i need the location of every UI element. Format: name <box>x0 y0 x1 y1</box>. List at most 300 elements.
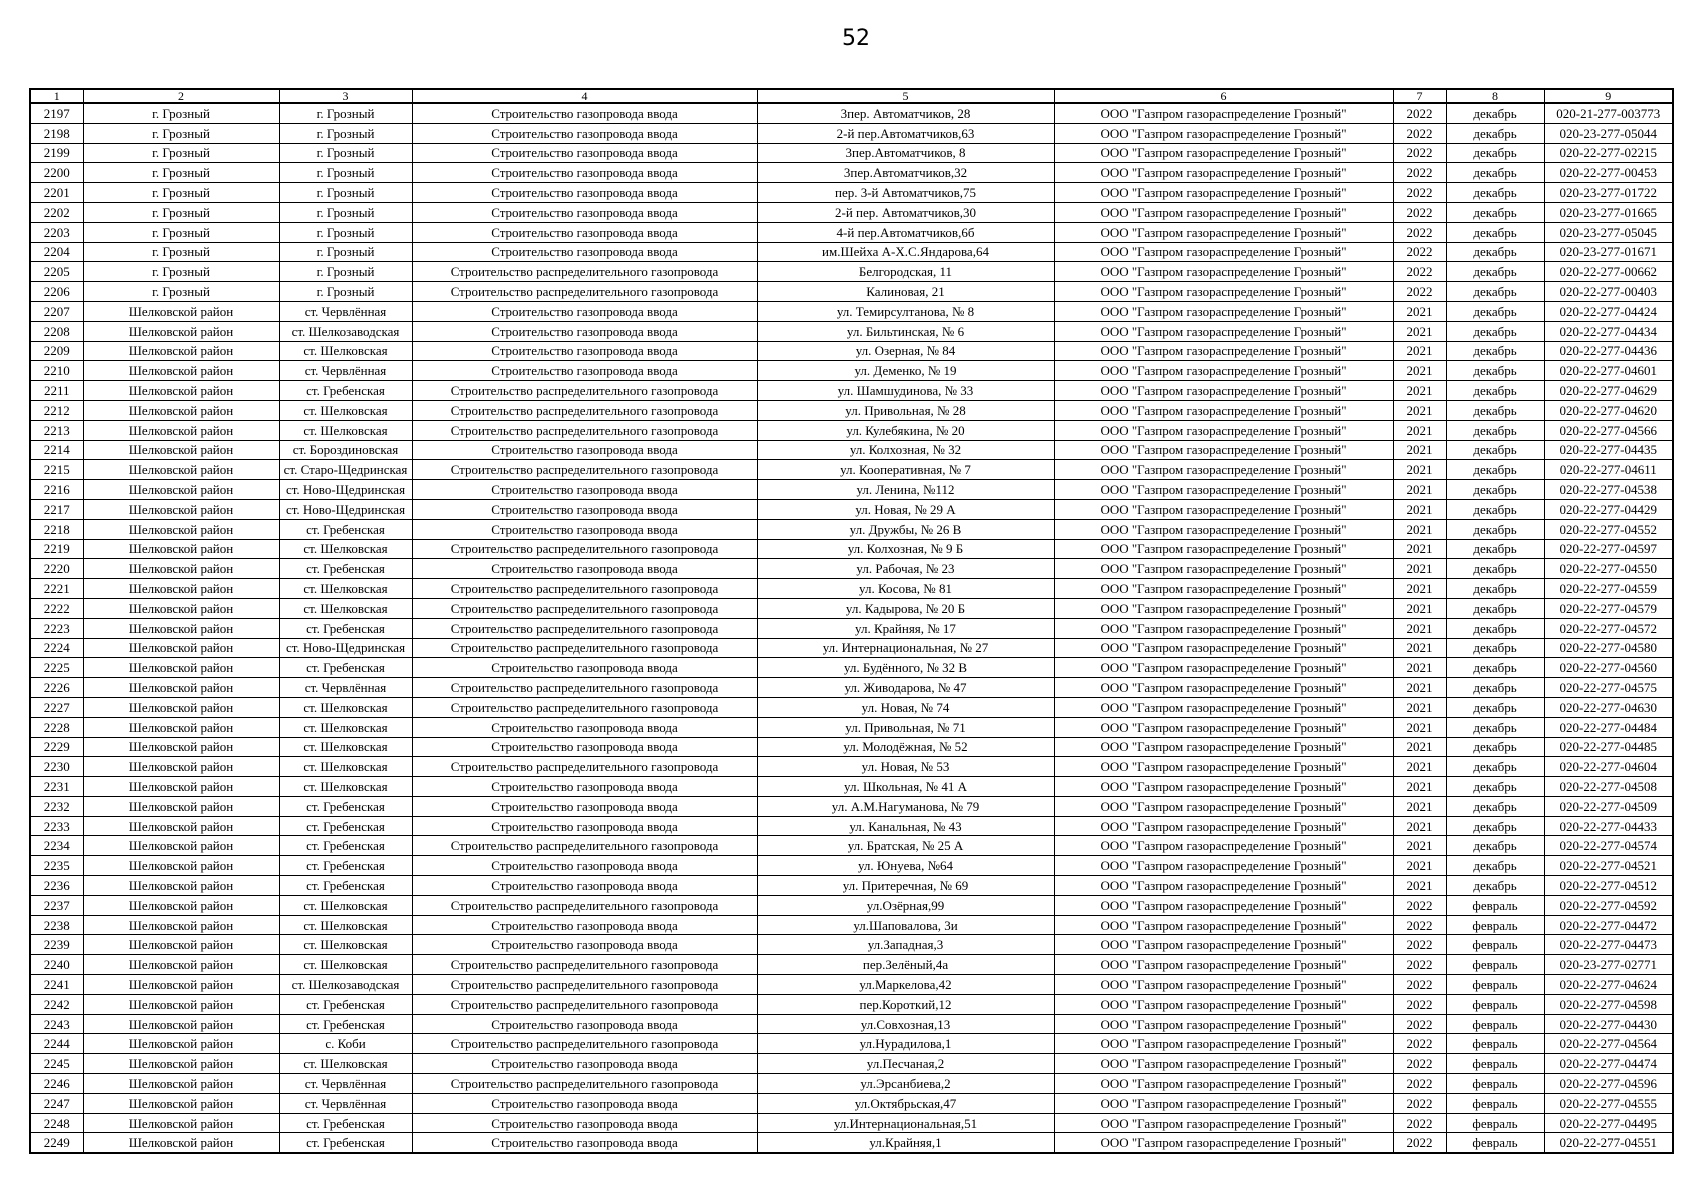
month-cell: февраль <box>1446 895 1544 915</box>
address-cell: ул.Шаповалова, 3и <box>757 915 1054 935</box>
table-row <box>30 697 1673 717</box>
code-cell: 020-22-277-04574 <box>1544 836 1673 856</box>
work-type-cell: Строительство газопровода ввода <box>412 202 757 222</box>
organization-cell: ООО "Газпром газораспределение Грозный" <box>1054 123 1393 143</box>
settlement-cell: ст. Шелковская <box>279 400 412 420</box>
row-number-cell: 2209 <box>30 341 83 361</box>
table-row <box>30 777 1673 797</box>
code-cell: 020-23-277-05045 <box>1544 222 1673 242</box>
year-cell: 2021 <box>1393 737 1446 757</box>
row-number-cell: 2205 <box>30 262 83 282</box>
settlement-cell: ст. Гребенская <box>279 1014 412 1034</box>
organization-cell: ООО "Газпром газораспределение Грозный" <box>1054 242 1393 262</box>
table-row <box>30 262 1673 282</box>
district-cell: Шелковской район <box>83 1133 279 1153</box>
row-number-cell: 2247 <box>30 1093 83 1113</box>
organization-cell: ООО "Газпром газораспределение Грозный" <box>1054 1093 1393 1113</box>
table-row <box>30 678 1673 698</box>
address-cell: ул. Косова, № 81 <box>757 579 1054 599</box>
work-type-cell: Строительство газопровода ввода <box>412 440 757 460</box>
month-cell: февраль <box>1446 1034 1544 1054</box>
settlement-cell: ст. Гребенская <box>279 519 412 539</box>
row-number-cell: 2202 <box>30 202 83 222</box>
organization-cell: ООО "Газпром газораспределение Грозный" <box>1054 658 1393 678</box>
work-type-cell: Строительство распределительного газопровода <box>412 638 757 658</box>
address-cell: ул. Привольная, № 28 <box>757 400 1054 420</box>
row-number-cell: 2236 <box>30 876 83 896</box>
row-number-cell: 2238 <box>30 915 83 935</box>
address-cell: ул.Озёрная,99 <box>757 895 1054 915</box>
table-row <box>30 282 1673 302</box>
address-cell: пер.Зелёный,4а <box>757 955 1054 975</box>
district-cell: г. Грозный <box>83 242 279 262</box>
organization-cell: ООО "Газпром газораспределение Грозный" <box>1054 539 1393 559</box>
month-cell: декабрь <box>1446 222 1544 242</box>
settlement-cell: ст. Гребенская <box>279 1133 412 1153</box>
code-cell: 020-22-277-04512 <box>1544 876 1673 896</box>
table-row <box>30 559 1673 579</box>
address-cell: ул. Канальная, № 43 <box>757 816 1054 836</box>
code-cell: 020-22-277-04473 <box>1544 935 1673 955</box>
district-cell: г. Грозный <box>83 262 279 282</box>
column-header: 6 <box>1054 89 1393 103</box>
code-cell: 020-22-277-04572 <box>1544 618 1673 638</box>
month-cell: февраль <box>1446 1093 1544 1113</box>
month-cell: декабрь <box>1446 697 1544 717</box>
settlement-cell: ст. Гребенская <box>279 1113 412 1133</box>
year-cell: 2021 <box>1393 361 1446 381</box>
code-cell: 020-22-277-04485 <box>1544 737 1673 757</box>
table-row <box>30 1014 1673 1034</box>
code-cell: 020-22-277-04495 <box>1544 1113 1673 1133</box>
organization-cell: ООО "Газпром газораспределение Грозный" <box>1054 341 1393 361</box>
code-cell: 020-22-277-04598 <box>1544 994 1673 1014</box>
work-type-cell: Строительство газопровода ввода <box>412 123 757 143</box>
code-cell: 020-23-277-02771 <box>1544 955 1673 975</box>
district-cell: Шелковской район <box>83 856 279 876</box>
settlement-cell: г. Грозный <box>279 103 412 123</box>
organization-cell: ООО "Газпром газораспределение Грозный" <box>1054 579 1393 599</box>
settlement-cell: ст. Гребенская <box>279 559 412 579</box>
work-type-cell: Строительство газопровода ввода <box>412 242 757 262</box>
district-cell: Шелковской район <box>83 539 279 559</box>
address-cell: ул. Притеречная, № 69 <box>757 876 1054 896</box>
district-cell: Шелковской район <box>83 420 279 440</box>
work-type-cell: Строительство распределительного газопровода <box>412 400 757 420</box>
table-row <box>30 321 1673 341</box>
district-cell: Шелковской район <box>83 876 279 896</box>
district-cell: Шелковской район <box>83 519 279 539</box>
month-cell: декабрь <box>1446 183 1544 203</box>
code-cell: 020-22-277-04564 <box>1544 1034 1673 1054</box>
code-cell: 020-22-277-04538 <box>1544 480 1673 500</box>
row-number-cell: 2197 <box>30 103 83 123</box>
organization-cell: ООО "Газпром газораспределение Грозный" <box>1054 499 1393 519</box>
year-cell: 2021 <box>1393 400 1446 420</box>
work-type-cell: Строительство распределительного газопровода <box>412 381 757 401</box>
settlement-cell: ст. Гребенская <box>279 876 412 896</box>
row-number-cell: 2233 <box>30 816 83 836</box>
work-type-cell: Строительство газопровода ввода <box>412 1113 757 1133</box>
year-cell: 2021 <box>1393 796 1446 816</box>
address-cell: ул. Братская, № 25 А <box>757 836 1054 856</box>
district-cell: Шелковской район <box>83 678 279 698</box>
address-cell: ул. Интернациональная, № 27 <box>757 638 1054 658</box>
code-cell: 020-22-277-04550 <box>1544 559 1673 579</box>
organization-cell: ООО "Газпром газораспределение Грозный" <box>1054 1014 1393 1034</box>
organization-cell: ООО "Газпром газораспределение Грозный" <box>1054 440 1393 460</box>
district-cell: г. Грозный <box>83 103 279 123</box>
district-cell: Шелковской район <box>83 975 279 995</box>
code-cell: 020-22-277-04429 <box>1544 499 1673 519</box>
settlement-cell: ст. Червлённая <box>279 361 412 381</box>
address-cell: ул. Деменко, № 19 <box>757 361 1054 381</box>
row-number-cell: 2224 <box>30 638 83 658</box>
organization-cell: ООО "Газпром газораспределение Грозный" <box>1054 816 1393 836</box>
code-cell: 020-22-277-04629 <box>1544 381 1673 401</box>
organization-cell: ООО "Газпром газораспределение Грозный" <box>1054 876 1393 896</box>
address-cell: ул. Колхозная, № 32 <box>757 440 1054 460</box>
year-cell: 2022 <box>1393 1074 1446 1094</box>
work-type-cell: Строительство газопровода ввода <box>412 777 757 797</box>
month-cell: декабрь <box>1446 321 1544 341</box>
table-row <box>30 638 1673 658</box>
work-type-cell: Строительство газопровода ввода <box>412 341 757 361</box>
district-cell: Шелковской район <box>83 915 279 935</box>
address-cell: пер. 3-й Автоматчиков,75 <box>757 183 1054 203</box>
work-type-cell: Строительство распределительного газопровода <box>412 1074 757 1094</box>
code-cell: 020-22-277-04604 <box>1544 757 1673 777</box>
work-type-cell: Строительство распределительного газопровода <box>412 282 757 302</box>
table-row <box>30 381 1673 401</box>
organization-cell: ООО "Газпром газораспределение Грозный" <box>1054 697 1393 717</box>
district-cell: Шелковской район <box>83 440 279 460</box>
table-row <box>30 539 1673 559</box>
table-row <box>30 1054 1673 1074</box>
month-cell: февраль <box>1446 955 1544 975</box>
year-cell: 2022 <box>1393 183 1446 203</box>
work-type-cell: Строительство распределительного газопровода <box>412 598 757 618</box>
table-row <box>30 1034 1673 1054</box>
work-type-cell: Строительство газопровода ввода <box>412 163 757 183</box>
work-type-cell: Строительство газопровода ввода <box>412 103 757 123</box>
address-cell: ул. Шамшудинова, № 33 <box>757 381 1054 401</box>
month-cell: декабрь <box>1446 737 1544 757</box>
organization-cell: ООО "Газпром газораспределение Грозный" <box>1054 737 1393 757</box>
work-type-cell: Строительство распределительного газопровода <box>412 1034 757 1054</box>
organization-cell: ООО "Газпром газораспределение Грозный" <box>1054 222 1393 242</box>
settlement-cell: ст. Шелковская <box>279 955 412 975</box>
address-cell: 3пер.Автоматчиков,32 <box>757 163 1054 183</box>
district-cell: Шелковской район <box>83 697 279 717</box>
work-type-cell: Строительство распределительного газопровода <box>412 975 757 995</box>
work-type-cell: Строительство газопровода ввода <box>412 519 757 539</box>
year-cell: 2021 <box>1393 519 1446 539</box>
code-cell: 020-23-277-05044 <box>1544 123 1673 143</box>
month-cell: декабрь <box>1446 638 1544 658</box>
code-cell: 020-22-277-04436 <box>1544 341 1673 361</box>
year-cell: 2022 <box>1393 1133 1446 1153</box>
column-header: 5 <box>757 89 1054 103</box>
year-cell: 2022 <box>1393 262 1446 282</box>
code-cell: 020-22-277-04601 <box>1544 361 1673 381</box>
work-type-cell: Строительство газопровода ввода <box>412 935 757 955</box>
district-cell: Шелковской район <box>83 381 279 401</box>
month-cell: декабрь <box>1446 757 1544 777</box>
year-cell: 2022 <box>1393 1014 1446 1034</box>
table-row <box>30 796 1673 816</box>
row-number-cell: 2228 <box>30 717 83 737</box>
row-number-cell: 2223 <box>30 618 83 638</box>
settlement-cell: ст. Шелкозаводская <box>279 321 412 341</box>
work-type-cell: Строительство распределительного газопровода <box>412 895 757 915</box>
district-cell: Шелковской район <box>83 638 279 658</box>
table-row <box>30 1113 1673 1133</box>
year-cell: 2022 <box>1393 242 1446 262</box>
row-number-cell: 2198 <box>30 123 83 143</box>
work-type-cell: Строительство распределительного газопровода <box>412 420 757 440</box>
table-row <box>30 480 1673 500</box>
work-type-cell: Строительство газопровода ввода <box>412 499 757 519</box>
code-cell: 020-22-277-04592 <box>1544 895 1673 915</box>
settlement-cell: ст. Шелковская <box>279 579 412 599</box>
district-cell: Шелковской район <box>83 579 279 599</box>
row-number-cell: 2230 <box>30 757 83 777</box>
table-row <box>30 440 1673 460</box>
table-row <box>30 955 1673 975</box>
row-number-cell: 2206 <box>30 282 83 302</box>
month-cell: декабрь <box>1446 262 1544 282</box>
year-cell: 2021 <box>1393 341 1446 361</box>
organization-cell: ООО "Газпром газораспределение Грозный" <box>1054 678 1393 698</box>
settlement-cell: г. Грозный <box>279 143 412 163</box>
work-type-cell: Строительство газопровода ввода <box>412 1133 757 1153</box>
address-cell: ул. Колхозная, № 9 Б <box>757 539 1054 559</box>
organization-cell: ООО "Газпром газораспределение Грозный" <box>1054 757 1393 777</box>
organization-cell: ООО "Газпром газораспределение Грозный" <box>1054 301 1393 321</box>
district-cell: г. Грозный <box>83 123 279 143</box>
year-cell: 2021 <box>1393 678 1446 698</box>
code-cell: 020-22-277-04474 <box>1544 1054 1673 1074</box>
month-cell: декабрь <box>1446 618 1544 638</box>
row-number-cell: 2203 <box>30 222 83 242</box>
table-row <box>30 935 1673 955</box>
organization-cell: ООО "Газпром газораспределение Грозный" <box>1054 955 1393 975</box>
table-row <box>30 1133 1673 1153</box>
table-row <box>30 143 1673 163</box>
settlement-cell: ст. Шелкозаводская <box>279 975 412 995</box>
district-cell: Шелковской район <box>83 1014 279 1034</box>
row-number-cell: 2242 <box>30 994 83 1014</box>
month-cell: декабрь <box>1446 282 1544 302</box>
work-type-cell: Строительство газопровода ввода <box>412 480 757 500</box>
code-cell: 020-22-277-00403 <box>1544 282 1673 302</box>
month-cell: декабрь <box>1446 242 1544 262</box>
month-cell: декабрь <box>1446 341 1544 361</box>
organization-cell: ООО "Газпром газораспределение Грозный" <box>1054 915 1393 935</box>
settlement-cell: ст. Шелковская <box>279 777 412 797</box>
organization-cell: ООО "Газпром газораспределение Грозный" <box>1054 480 1393 500</box>
address-cell: ул. Кулебякина, № 20 <box>757 420 1054 440</box>
district-cell: Шелковской район <box>83 955 279 975</box>
organization-cell: ООО "Газпром газораспределение Грозный" <box>1054 895 1393 915</box>
year-cell: 2021 <box>1393 301 1446 321</box>
code-cell: 020-22-277-04597 <box>1544 539 1673 559</box>
year-cell: 2022 <box>1393 975 1446 995</box>
address-cell: ул. Кадырова, № 20 Б <box>757 598 1054 618</box>
row-number-cell: 2213 <box>30 420 83 440</box>
code-cell: 020-22-277-00662 <box>1544 262 1673 282</box>
table-row <box>30 975 1673 995</box>
row-number-cell: 2239 <box>30 935 83 955</box>
row-number-cell: 2234 <box>30 836 83 856</box>
organization-cell: ООО "Газпром газораспределение Грозный" <box>1054 420 1393 440</box>
year-cell: 2021 <box>1393 321 1446 341</box>
organization-cell: ООО "Газпром газораспределение Грозный" <box>1054 1034 1393 1054</box>
organization-cell: ООО "Газпром газораспределение Грозный" <box>1054 381 1393 401</box>
table-row <box>30 361 1673 381</box>
year-cell: 2021 <box>1393 638 1446 658</box>
row-number-cell: 2226 <box>30 678 83 698</box>
settlement-cell: г. Грозный <box>279 282 412 302</box>
settlement-cell: ст. Шелковская <box>279 717 412 737</box>
settlement-cell: ст. Шелковская <box>279 757 412 777</box>
month-cell: декабрь <box>1446 796 1544 816</box>
address-cell: пер.Короткий,12 <box>757 994 1054 1014</box>
month-cell: декабрь <box>1446 876 1544 896</box>
table-row <box>30 460 1673 480</box>
year-cell: 2022 <box>1393 1054 1446 1074</box>
row-number-cell: 2244 <box>30 1034 83 1054</box>
settlement-cell: г. Грозный <box>279 242 412 262</box>
district-cell: Шелковской район <box>83 717 279 737</box>
table-row <box>30 499 1673 519</box>
district-cell: Шелковской район <box>83 598 279 618</box>
district-cell: Шелковской район <box>83 1054 279 1074</box>
year-cell: 2021 <box>1393 658 1446 678</box>
year-cell: 2021 <box>1393 598 1446 618</box>
year-cell: 2021 <box>1393 559 1446 579</box>
district-cell: Шелковской район <box>83 1074 279 1094</box>
address-cell: 3пер.Автоматчиков, 8 <box>757 143 1054 163</box>
settlement-cell: ст. Шелковская <box>279 1054 412 1074</box>
row-number-cell: 2241 <box>30 975 83 995</box>
district-cell: Шелковской район <box>83 994 279 1014</box>
year-cell: 2022 <box>1393 123 1446 143</box>
code-cell: 020-22-277-04435 <box>1544 440 1673 460</box>
address-cell: ул. Крайняя, № 17 <box>757 618 1054 638</box>
month-cell: декабрь <box>1446 539 1544 559</box>
work-type-cell: Строительство газопровода ввода <box>412 717 757 737</box>
year-cell: 2021 <box>1393 697 1446 717</box>
district-cell: Шелковской район <box>83 499 279 519</box>
settlement-cell: ст. Старо-Щедринская <box>279 460 412 480</box>
settlement-cell: ст. Ново-Щедринская <box>279 480 412 500</box>
work-type-cell: Строительство газопровода ввода <box>412 1054 757 1074</box>
settlement-cell: ст. Шелковская <box>279 341 412 361</box>
row-number-cell: 2212 <box>30 400 83 420</box>
address-cell: ул. Дружбы, № 26 В <box>757 519 1054 539</box>
settlement-cell: г. Грозный <box>279 123 412 143</box>
year-cell: 2021 <box>1393 499 1446 519</box>
month-cell: декабрь <box>1446 658 1544 678</box>
month-cell: декабрь <box>1446 777 1544 797</box>
district-cell: г. Грозный <box>83 143 279 163</box>
settlement-cell: ст. Гребенская <box>279 618 412 638</box>
district-cell: Шелковской район <box>83 341 279 361</box>
table-row <box>30 915 1673 935</box>
address-cell: ул. Кооперативная, № 7 <box>757 460 1054 480</box>
organization-cell: ООО "Газпром газораспределение Грозный" <box>1054 856 1393 876</box>
code-cell: 020-22-277-04433 <box>1544 816 1673 836</box>
column-header: 1 <box>30 89 83 103</box>
year-cell: 2021 <box>1393 856 1446 876</box>
address-cell: ул. Молодёжная, № 52 <box>757 737 1054 757</box>
table-row <box>30 598 1673 618</box>
table-row <box>30 737 1673 757</box>
row-number-cell: 2208 <box>30 321 83 341</box>
month-cell: декабрь <box>1446 202 1544 222</box>
work-type-cell: Строительство распределительного газопровода <box>412 994 757 1014</box>
year-cell: 2022 <box>1393 915 1446 935</box>
code-cell: 020-23-277-01722 <box>1544 183 1673 203</box>
table-row <box>30 579 1673 599</box>
address-cell: ул.Песчаная,2 <box>757 1054 1054 1074</box>
address-cell: ул.Эрсанбиева,2 <box>757 1074 1054 1094</box>
organization-cell: ООО "Газпром газораспределение Грозный" <box>1054 361 1393 381</box>
row-number-cell: 2232 <box>30 796 83 816</box>
year-cell: 2021 <box>1393 836 1446 856</box>
organization-cell: ООО "Газпром газораспределение Грозный" <box>1054 321 1393 341</box>
district-cell: Шелковской район <box>83 658 279 678</box>
address-cell: ул. А.М.Нагуманова, № 79 <box>757 796 1054 816</box>
row-number-cell: 2214 <box>30 440 83 460</box>
row-number-cell: 2201 <box>30 183 83 203</box>
settlement-cell: с. Коби <box>279 1034 412 1054</box>
table-row <box>30 420 1673 440</box>
organization-cell: ООО "Газпром газораспределение Грозный" <box>1054 836 1393 856</box>
code-cell: 020-22-277-04509 <box>1544 796 1673 816</box>
district-cell: Шелковской район <box>83 935 279 955</box>
organization-cell: ООО "Газпром газораспределение Грозный" <box>1054 598 1393 618</box>
work-type-cell: Строительство газопровода ввода <box>412 361 757 381</box>
address-cell: ул. Рабочая, № 23 <box>757 559 1054 579</box>
table-row <box>30 618 1673 638</box>
row-number-cell: 2229 <box>30 737 83 757</box>
year-cell: 2022 <box>1393 103 1446 123</box>
row-number-cell: 2235 <box>30 856 83 876</box>
code-cell: 020-22-277-04430 <box>1544 1014 1673 1034</box>
address-cell: 2-й пер. Автоматчиков,30 <box>757 202 1054 222</box>
month-cell: декабрь <box>1446 816 1544 836</box>
code-cell: 020-22-277-04484 <box>1544 717 1673 737</box>
row-number-cell: 2245 <box>30 1054 83 1074</box>
address-cell: Белгородская, 11 <box>757 262 1054 282</box>
district-cell: г. Грозный <box>83 163 279 183</box>
code-cell: 020-22-277-04579 <box>1544 598 1673 618</box>
column-header: 3 <box>279 89 412 103</box>
month-cell: декабрь <box>1446 559 1544 579</box>
row-number-cell: 2225 <box>30 658 83 678</box>
table-row <box>30 202 1673 222</box>
month-cell: декабрь <box>1446 361 1544 381</box>
address-cell: ул.Интернациональная,51 <box>757 1113 1054 1133</box>
organization-cell: ООО "Газпром газораспределение Грозный" <box>1054 618 1393 638</box>
code-cell: 020-22-277-04521 <box>1544 856 1673 876</box>
work-type-cell: Строительство распределительного газопровода <box>412 757 757 777</box>
address-cell: ул. Темирсултанова, № 8 <box>757 301 1054 321</box>
district-cell: г. Грозный <box>83 202 279 222</box>
